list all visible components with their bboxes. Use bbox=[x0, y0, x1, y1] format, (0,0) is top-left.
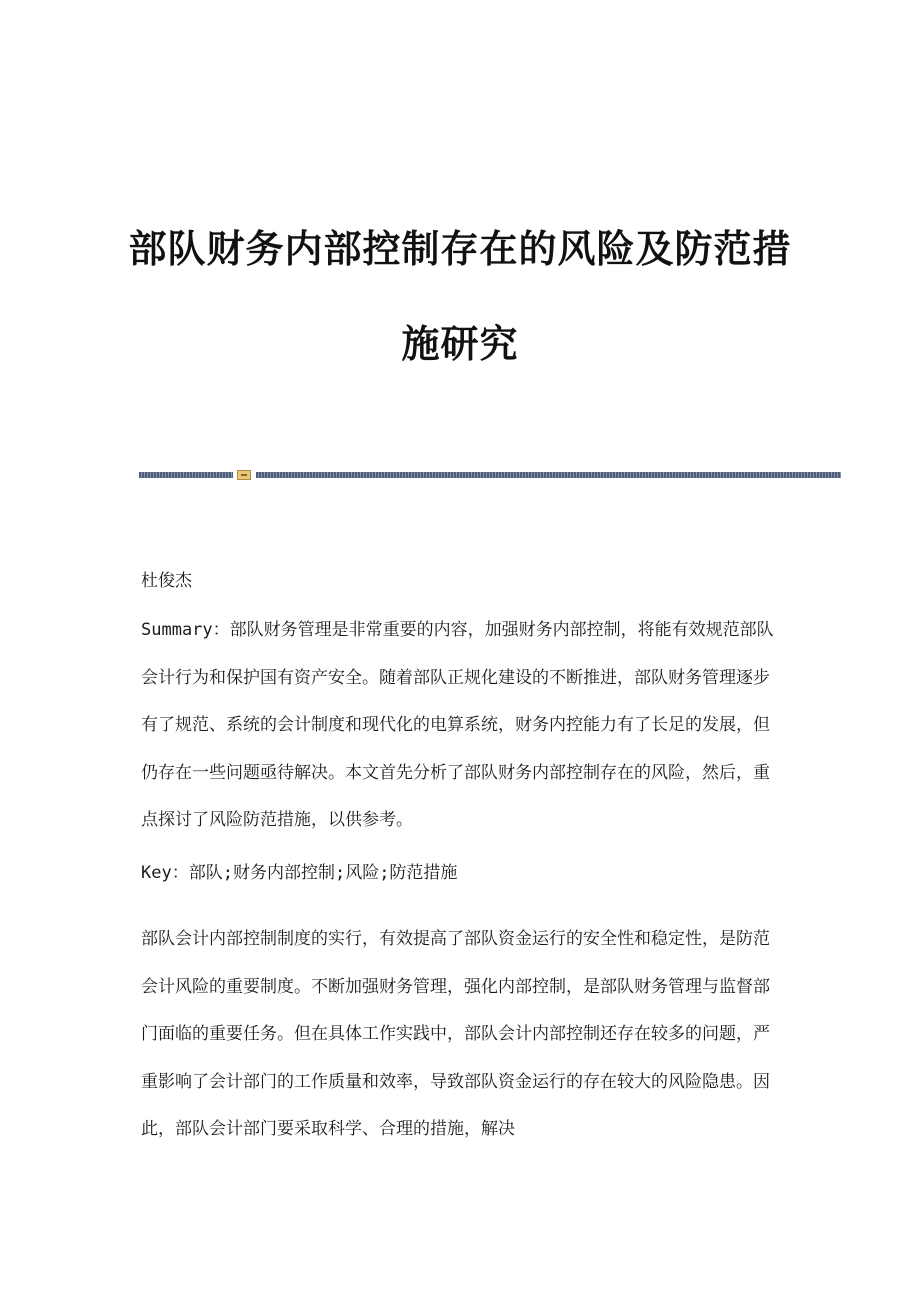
title-divider bbox=[139, 470, 841, 480]
keywords-paragraph bbox=[141, 850, 781, 898]
divider-bar-left bbox=[139, 472, 233, 478]
document-title-line-1: 部队财务内部控制存在的风险及防范措 bbox=[128, 226, 792, 271]
divider-ornament-icon bbox=[237, 470, 251, 480]
summary-paragraph bbox=[141, 607, 781, 845]
body-paragraph: 部队会计内部控制制度的实行，有效提高了部队资金运行的安全性和稳定性，是防范会计风险的重要制度。不断加强财务管理，强化内部控制，是部队财务管理与监督部门面临的重要任务。但在具体工作实践中，部队会计内部控制还存在较多的问题，严重影响了会计部门的工作质量和效率，导致部队资金运行的存在较大的风险隐患。因此，部队会计部门要采取科学、合理的措施，解决 bbox=[141, 929, 770, 1139]
document-title-line-2: 施研究 bbox=[401, 321, 519, 366]
summary-text: 部队财务管理是非常重要的内容，加强财务内部控制，将能有效规范部队会计行为和保护国有资产安全。随着部队正规化建设的不断推进，部队财务管理逐步有了规范、系统的会计制度和现代化的电算系统，财务内控能力有了长足的发展，但仍存在一些问题亟待解决。本文首先分析了部队财务内部控制存在的风险，然后，重点探讨了风险防范措施，以供参考。 bbox=[141, 620, 774, 830]
summary-label: Summary： bbox=[141, 620, 230, 640]
author-name: 杜俊杰 bbox=[141, 571, 192, 591]
keywords-label: Key： bbox=[141, 863, 189, 883]
keywords-text: 部队;财务内部控制;风险;防范措施 bbox=[188, 863, 458, 883]
divider-bar-right bbox=[256, 472, 841, 478]
